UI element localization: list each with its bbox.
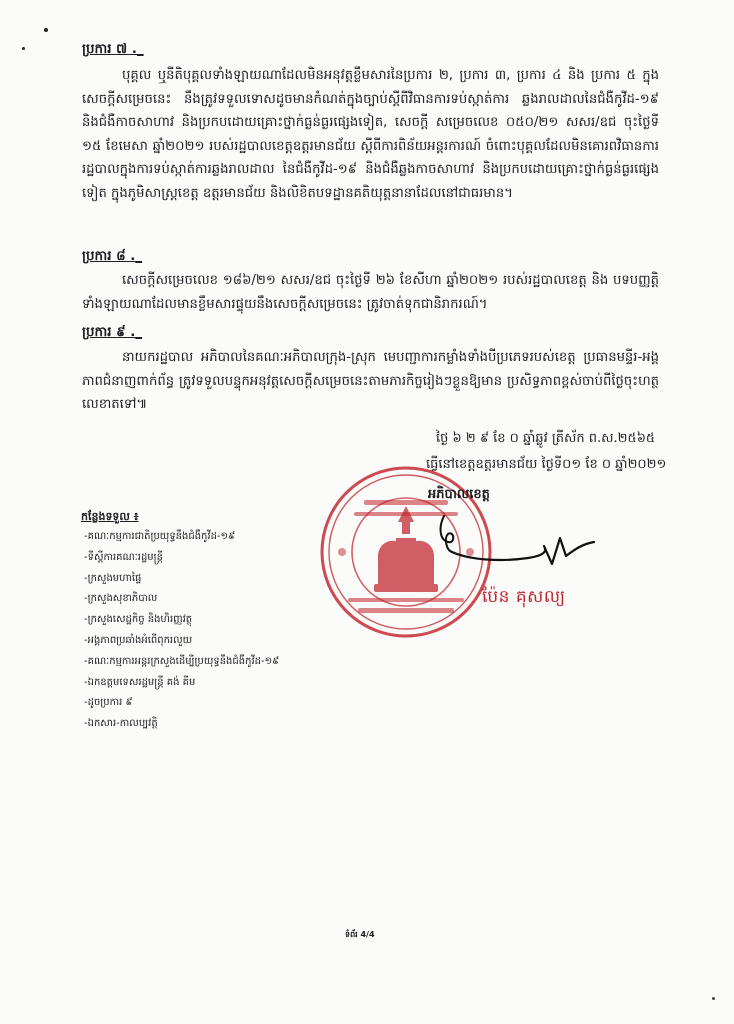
ink-speck xyxy=(22,47,25,50)
recipients-list xyxy=(84,527,279,735)
article-7-text: បុគ្គល ឬនីតិបុគ្គលទាំងឡាយណាដែលមិនអនុវត្តខ្លឹមសារនៃប្រការ ២, ប្រការ ៣, ប្រការ ៤ និង ប្រការ ៥ ក្នុងសេចក្តីសម្រេចនេះ នឹងត្រូវទទួលទោសដូចមានកំណត់ក្នុងច្បាប់ស្តីពីវិធានការទប់ស្កាត់ការ ឆ្លងរាលដាលនៃជំងឺកូវីដ-១៩ និងជំងឺកាចសាហាវ និងប្រកបដោយគ្រោះថ្នាក់ធ្ងន់ធ្ងរផ្សេងទៀត, សេចក្តី សម្រេចលេខ ០៥០/២១ សសរ/ឧជ ចុះថ្ងៃទី ១៥ ខែមេសា ឆ្នាំ២០២១ របស់រដ្ឋបាលខេត្តឧត្តរមានជ័យ ស្តីពីការពិន័យអន្តរការណ៍ ចំពោះបុគ្គលដែលមិនគោរពវិធានការរដ្ឋបាលក្នុងការទប់ស្កាត់ការឆ្លងរាលដាល នៃជំងឺកូវីដ-១៩ និងជំងឺឆ្លងកាចសាហាវ និងប្រកបដោយគ្រោះថ្នាក់ធ្ងន់ធ្ងរផ្សេងទៀត ក្នុងភូមិសាស្ត្រខេត្ត ឧត្តរមានជ័យ និងលិខិតបទដ្ឋានគតិយុត្តនានាដែលនៅជាធរមាន។ xyxy=(82,68,659,201)
handwritten-signature-icon xyxy=(410,494,595,584)
recipient-item: -គណៈកម្មការជាតិប្រយុទ្ធនឹងជំងឺកូវីដ-១៩ xyxy=(84,531,236,542)
solar-date: ធ្វើនៅខេត្តឧត្តរមានជ័យ ថ្ងៃទី០១ ខែ ០ ឆ្នាំ២០២១ xyxy=(426,457,667,472)
recipient-item: -ទីស្តីការគណៈរដ្ឋមន្ត្រី xyxy=(84,551,163,563)
recipient-item: -គណៈកម្មការអន្តរក្រសួងដើម្បីប្រយុទ្ធនឹងជំងឺកូវីដ-១៩ xyxy=(84,655,280,667)
recipient-item: -ដូចប្រការ ៩ xyxy=(84,697,133,709)
recipient-item: -ក្រសួងសុខាភិបាល xyxy=(84,593,158,605)
page-number: ទំព័រ 4/4 xyxy=(345,930,375,939)
article-7-heading: ប្រការ ៧ ._ xyxy=(82,42,144,57)
signer-name: ប៉ែន គុសល្យ xyxy=(482,587,566,607)
ink-speck xyxy=(44,28,48,32)
article-9-heading: ប្រការ ៩ ._ xyxy=(82,325,143,340)
recipient-item: -ក្រសួងសេដ្ឋកិច្ច និងហិរញ្ញវត្ថុ xyxy=(84,614,193,626)
signer-title: អភិបាលខេត្ត xyxy=(428,487,490,502)
recipient-item: -ឯកសារ-កាលប្បវត្តិ xyxy=(84,718,158,730)
lunar-date: ថ្ងៃ ៦ ២ ៩ ខែ ០ ឆ្នាំឆ្លូវ ត្រីស័ក ព.ស.២៥៦៥ xyxy=(436,431,656,446)
recipients-title: កន្លែងទទួល ៖ xyxy=(81,510,139,523)
recipient-item: -ក្រសួងមហាផ្ទៃ xyxy=(84,572,142,584)
article-9-text: នាយករដ្ឋបាល អភិបាលនៃគណៈអភិបាលក្រុង-ស្រុក មេបញ្ជាការកម្លាំងទាំងបីប្រភេទរបស់ខេត្ត ប្រធានមន្ទីរ-អង្គភាពជំនាញពាក់ព័ន្ធ ត្រូវទទួលបន្ទុកអនុវត្តសេចក្តីសម្រេចនេះតាមភារកិច្ចរៀងៗខ្លួនឱ្យមាន ប្រសិទ្ធភាពខ្ពស់ចាប់ពីថ្ងៃចុះហត្ថលេខាតទៅ៕ xyxy=(82,350,659,413)
ink-speck xyxy=(712,997,715,1000)
article-8-text: សេចក្តីសម្រេចលេខ ១៨៦/២១ សសរ/ឧជ ចុះថ្ងៃទី ២៦ ខែសីហា ឆ្នាំ២០២១ របស់រដ្ឋបាលខេត្ត និង បទបញ្ញត្តិទាំងឡាយណាដែលមានខ្លឹមសារផ្ទុយនឹងសេចក្តីសម្រេចនេះ ត្រូវចាត់ទុកជានិរាករណ៍។ xyxy=(82,273,659,312)
recipient-item: -អង្គភាពប្រឆាំងអំពើពុករលួយ xyxy=(84,634,193,646)
article-8-heading: ប្រការ ៨ ._ xyxy=(82,249,143,264)
recipient-item: -ឯកឧត្តមទេសរដ្ឋមន្ត្រី គង់ គីម xyxy=(84,676,196,688)
